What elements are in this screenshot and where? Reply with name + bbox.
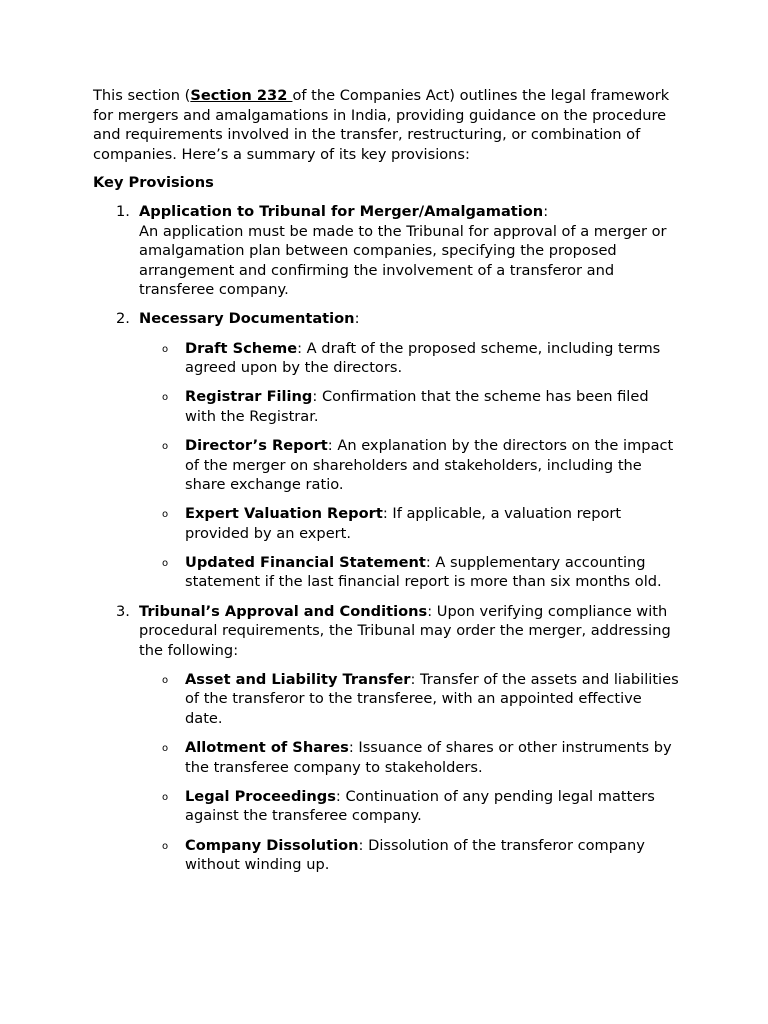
sub-list-item [139,504,683,543]
documentation-sublist [139,339,683,593]
sub-item-text: : Dissolution of the transferor company without winding up. [185,836,645,874]
sub-item-text: : Transfer of the assets and liabilities of the transferor to the transferee, with an appointed effective date. [185,670,679,728]
sub-item-title: Allotment of Shares [185,739,349,757]
sub-list-item [139,436,683,495]
section-232-link[interactable]: Section 232 [190,87,293,104]
sub-item-text: : An explanation by the directors on the impact of the merger on shareholders and stakeholders, including the share exchange ratio. [185,436,674,494]
sub-list-item [139,738,683,777]
sub-list-item [139,670,683,729]
intro-text-before: This section ( [93,87,191,104]
circle-bullet-icon: o [162,392,169,404]
provision-heading-line [139,309,683,329]
provision-number: 1. [116,202,130,220]
provision-item-3 [93,602,683,875]
sub-item-text: : A draft of the proposed scheme, including terms agreed upon by the directors. [185,339,661,377]
sub-item-text: : A supplementary accounting statement if the last financial report is more than six months old. [185,553,662,591]
circle-bullet-icon: o [162,743,169,755]
sub-list-item [139,339,683,378]
sub-item-title: Updated Financial Statement [185,553,426,571]
circle-bullet-icon: o [162,791,169,803]
sub-item-title: Draft Scheme [185,339,298,357]
provision-description: Upon verifying compliance with procedural requirements, the Tribunal may order the merger, addressing the following: [139,602,671,659]
sub-item-text: : If applicable, a valuation report provided by an expert. [185,505,622,542]
sub-item-title: Company Dissolution [185,836,359,854]
circle-bullet-icon: o [162,509,169,521]
sub-item-title: Asset and Liability Transfer [185,670,411,688]
provision-number: 2. [116,310,130,328]
provision-title: Tribunal’s Approval and Conditions [139,602,428,620]
circle-bullet-icon: o [162,343,169,355]
sub-item-text: : Issuance of shares or other instruments by the transferee company to stakeholders. [185,739,672,776]
sub-item-title: Legal Proceedings [185,787,336,805]
provision-separator: : [354,310,360,328]
sub-item-text: : Continuation of any pending legal matters against the transferee company. [185,787,655,825]
provision-title: Application to Tribunal for Merger/Amalgamation [139,202,544,220]
circle-bullet-icon: o [162,557,169,569]
sub-list-item [139,387,683,426]
tribunal-conditions-sublist [139,670,683,875]
provision-separator: : [543,202,549,220]
provision-item-1 [93,202,683,300]
intro-paragraph [93,86,683,164]
provision-heading-line [139,202,683,222]
circle-bullet-icon: o [162,674,169,686]
provision-description: An application must be made to the Tribunal for approval of a merger or amalgamation plan between companies, specifying the proposed arrangement and confirming the involvement of a transferor and transferee company. [139,222,667,299]
sub-list-item [139,836,683,875]
sub-item-title: Director’s Report [185,436,328,454]
sub-item-text: : Confirmation that the scheme has been filed with the Registrar. [185,388,649,425]
sub-item-title: Registrar Filing [185,388,313,406]
sub-list-item [139,553,683,592]
circle-bullet-icon: o [162,840,169,852]
provision-separator: : [427,602,433,620]
sub-item-title: Expert Valuation Report [185,505,383,523]
intro-text-after: of the Companies Act) outlines the legal framework for mergers and amalgamations in India, providing guidance on the procedure and requirements involved in the transfer, restructuring, or combination of companies. Here’s a summary of its key provisions: [93,87,670,163]
provision-item-2 [93,309,683,592]
key-provisions-heading: Key Provisions [93,174,214,192]
provision-title: Necessary Documentation [139,310,355,328]
provision-number: 3. [116,602,130,620]
document-page [93,86,683,884]
provision-heading-line [139,602,683,661]
circle-bullet-icon: o [162,440,169,452]
sub-list-item [139,787,683,826]
